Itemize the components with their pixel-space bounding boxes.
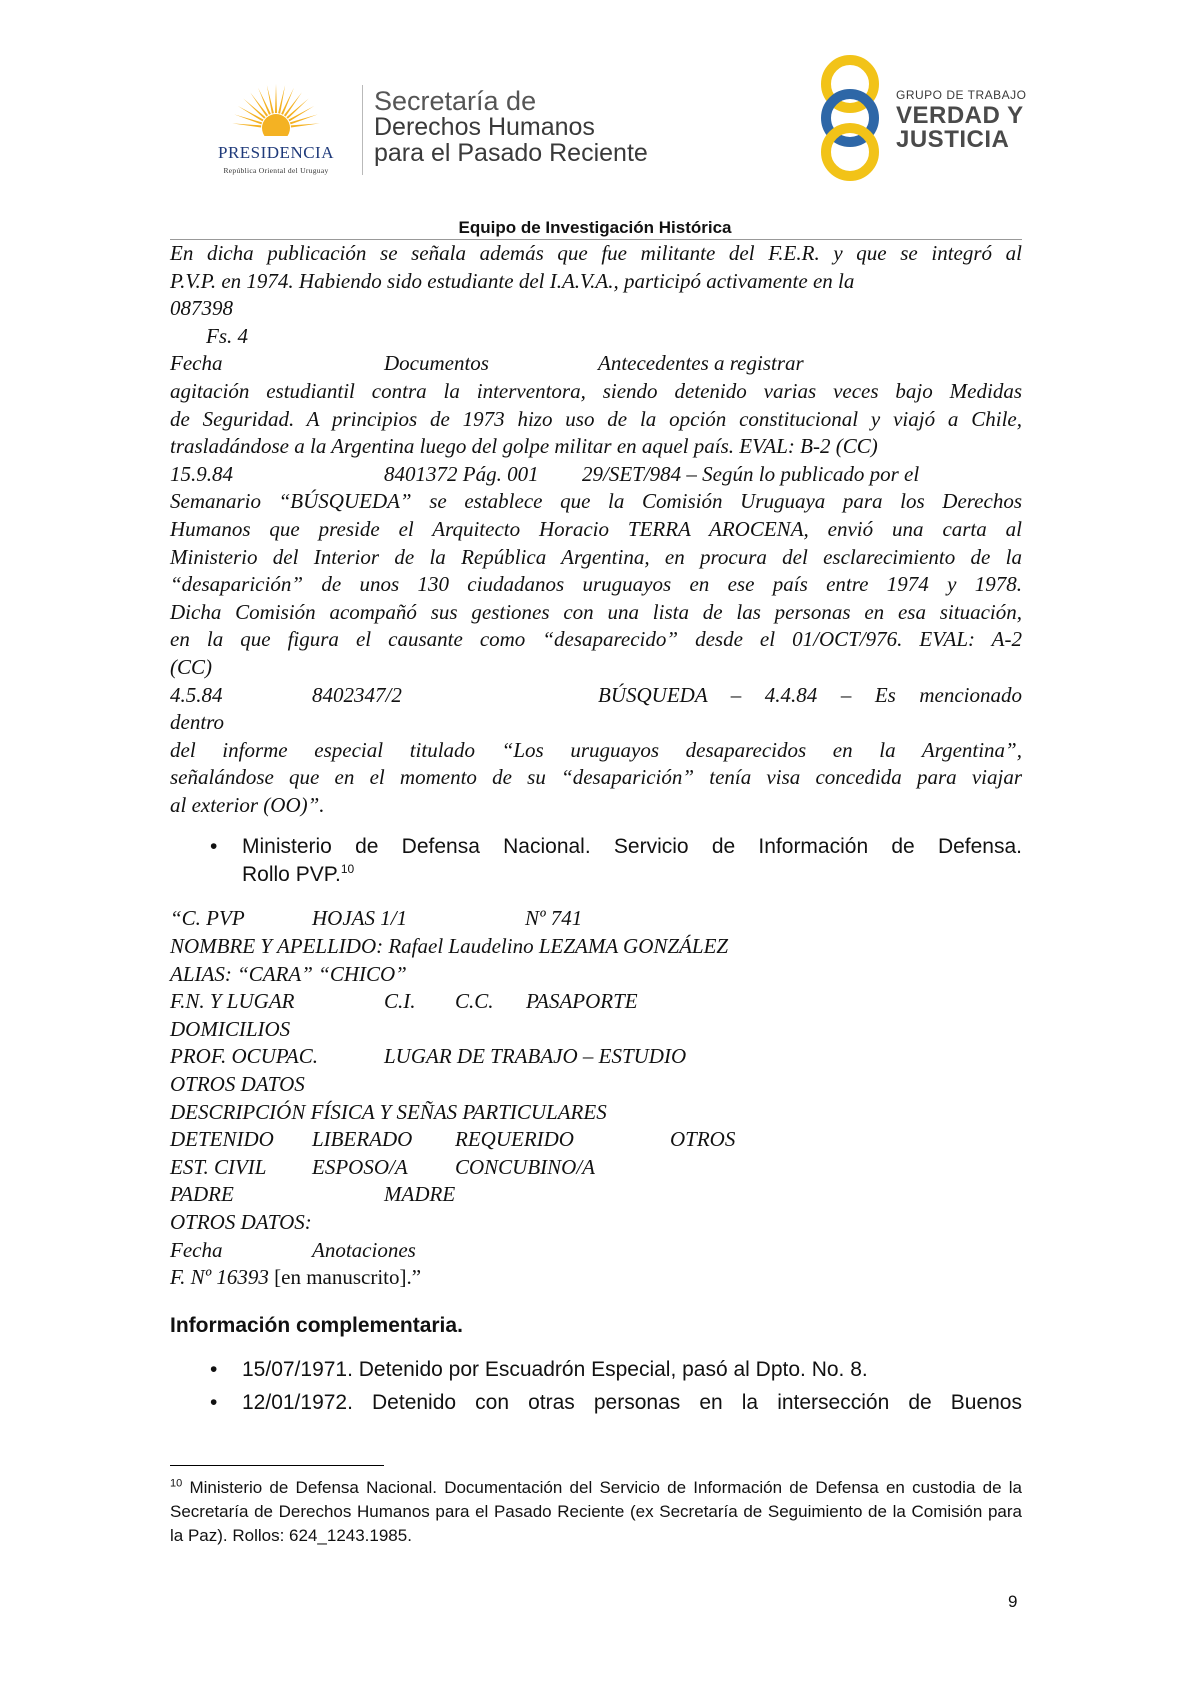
ficha-otros-datos-2: OTROS DATOS: xyxy=(170,1210,312,1234)
sun-ray xyxy=(258,88,271,115)
verdad-label: VERDAD Y xyxy=(896,102,1024,129)
ficha-cell: “C. PVP xyxy=(170,906,245,931)
bullet-icon: • xyxy=(210,835,218,859)
ficha-row xyxy=(170,1126,1022,1154)
complementary-item-text: 15/07/1971. Detenido por Escuadrón Especial, pasó al Dpto. No. 8. xyxy=(242,1357,868,1381)
ficha-cell: Fecha xyxy=(170,1237,223,1262)
record-ant: 29/SET/984 – Según lo publicado por el xyxy=(582,461,920,486)
secretaria-logotype xyxy=(374,88,648,166)
sun-ray xyxy=(275,84,277,113)
presidencia-name: PRESIDENCIA xyxy=(217,143,334,162)
sun-ray xyxy=(234,114,262,124)
text-line: En dicha publicación se señala además que fue militante del F.E.R. y que se integró al xyxy=(170,241,1022,265)
ficha-nombre: NOMBRE Y APELLIDO: Rafael Laudelino LEZAMA GONZÁLEZ xyxy=(170,934,729,959)
text-line: Humanos que preside el Arquitecto Horacio TERRA AROCENA, envió una carta al xyxy=(170,516,1022,541)
ficha-cell: REQUERIDO xyxy=(455,1127,574,1152)
ficha-cell: EST. CIVIL xyxy=(170,1154,267,1179)
secretaria-line-3: para el Pasado Reciente xyxy=(374,139,648,167)
source-line-2: Rollo PVP. xyxy=(242,863,341,887)
grupo-trabajo-label: GRUPO DE TRABAJO xyxy=(896,88,1027,102)
ficha-cell: LIBERADO xyxy=(312,1127,413,1152)
presidencia-subtitle: República Oriental del Uruguay xyxy=(223,166,329,175)
source-line-1: Ministerio de Defensa Nacional. Servicio de Información de Defensa. xyxy=(242,835,1022,859)
footnote-text: Ministerio de Defensa Nacional. Documentación del Servicio de Información de Defensa en custodia de la Secretaría de Derechos Humanos para el Pasado Reciente (ex Secretaría de Seguimiento de la Comisión para la Paz). Rollos: 624_1243.1985. xyxy=(170,1478,1022,1545)
text-line: trasladándose a la Argentina luego del golpe militar en aquel país. EVAL: B-2 (CC) xyxy=(170,434,878,459)
text-line: señalándose que en el momento de su “desaparición” tenía visa concedida para viajar xyxy=(170,765,1022,790)
text-line: Dicha Comisión acompañó sus gestiones con una lista de las personas en esa situación, xyxy=(170,599,1022,624)
ficha-alias: ALIAS: “CARA” “CHICO” xyxy=(170,961,407,986)
ficha-domicilios: DOMICILIOS xyxy=(170,1016,291,1041)
record-doc: 8401372 Pág. 001 xyxy=(384,461,539,486)
secretaria-line-2: Derechos Humanos xyxy=(374,113,595,141)
ficha-cell: PADRE xyxy=(170,1182,234,1207)
ficha-cell: OTROS xyxy=(670,1127,736,1152)
ficha-cell: Anotaciones xyxy=(312,1237,416,1262)
complementary-item xyxy=(170,1389,1022,1417)
ficha-cell: C.I. xyxy=(384,989,416,1014)
footnote-number: 10 xyxy=(170,1477,183,1490)
footnote-rule xyxy=(170,1465,384,1466)
justicia-label: JUSTICIA xyxy=(896,126,1010,153)
source-bullet xyxy=(170,833,1022,889)
text-line: Semanario “BÚSQUEDA” se establece que la Comisión Uruguaya para los Derechos xyxy=(170,489,1022,514)
ficha-row xyxy=(170,988,1022,1016)
text-line: (CC) xyxy=(170,654,212,679)
ficha-descripcion: DESCRIPCIÓN FÍSICA Y SEÑAS PARTICULARES xyxy=(170,1099,607,1124)
ficha-cell: F.N. Y LUGAR xyxy=(170,989,295,1014)
text-line: “desaparición” de unos 130 ciudadanos uruguayos en ese país entre 1974 y 1978. xyxy=(170,572,1022,597)
ficha-cell: C.C. xyxy=(455,989,494,1014)
sun-ray xyxy=(291,123,320,127)
text-line: Fs. 4 xyxy=(206,323,248,348)
ficha-number: F. Nº 16393 xyxy=(170,1265,269,1290)
ficha-row xyxy=(170,905,1022,933)
complementary-heading: Información complementaria. xyxy=(170,1313,463,1337)
complementary-item-text: 12/01/1972. Detenido con otras personas en la intersección de Buenos xyxy=(242,1390,1022,1414)
text-line: al exterior (OO)”. xyxy=(170,792,325,817)
ficha-row xyxy=(170,1181,1022,1209)
text-line: Ministerio del Interior de la República Argentina, en procura del esclarecimiento de la xyxy=(170,544,1022,569)
page-number: 9 xyxy=(1008,1592,1018,1611)
record-doc: 8402347/2 xyxy=(312,682,402,707)
text-line: 087398 xyxy=(170,296,233,321)
col-antecedentes: Antecedentes a registrar xyxy=(598,351,804,376)
ficha-cell: CONCUBINO/A xyxy=(455,1154,596,1179)
ficha-cell: HOJAS 1/1 xyxy=(312,906,408,931)
col-fecha: Fecha xyxy=(170,351,223,376)
footnote-ref[interactable]: 10 xyxy=(340,862,355,877)
text-line: P.V.P. en 1974. Habiendo sido estudiante del I.A.V.A., participó activamente en la xyxy=(170,268,855,293)
document-body xyxy=(170,240,1022,1417)
text-line: en la que figura el causante como “desaparecido” desde el 01/OCT/976. EVAL: A-2 xyxy=(170,627,1022,652)
complementary-item xyxy=(170,1356,1022,1384)
secretaria-line-1: Secretaría de xyxy=(374,86,537,116)
ficha-cell: Nº 741 xyxy=(525,906,583,931)
bullet-icon: • xyxy=(210,1390,218,1414)
presidencia-logo xyxy=(196,76,356,176)
col-documentos: Documentos xyxy=(384,351,489,376)
record-fecha: 15.9.84 xyxy=(170,461,233,486)
grupo-trabajo-logo xyxy=(812,54,1072,184)
ficha-cell: DETENIDO xyxy=(170,1127,274,1152)
text-line: de Seguridad. A principios de 1973 hizo uso de la opción constitucional y viajó a Chile, xyxy=(170,406,1022,431)
record-row xyxy=(170,682,1022,710)
ficha-otros-datos: OTROS DATOS xyxy=(170,1072,305,1097)
ficha-block xyxy=(170,905,1022,1291)
ficha-manuscrito-note: [en manuscrito].” xyxy=(268,1265,422,1290)
ficha-row xyxy=(170,1154,1022,1182)
section-title: Equipo de Investigación Histórica xyxy=(458,218,732,237)
sun-ray xyxy=(232,123,261,127)
sun-emblem-icon xyxy=(230,76,322,146)
footnote xyxy=(170,1476,1022,1548)
ficha-cell: ESPOSO/A xyxy=(312,1154,408,1179)
page-header xyxy=(0,0,1190,230)
record-ant: BÚSQUEDA – 4.4.84 – Es mencionado xyxy=(598,682,1022,707)
rings-emblem-icon xyxy=(812,54,892,184)
text-line: dentro xyxy=(170,710,225,735)
record-row xyxy=(170,461,1022,489)
ficha-cell: MADRE xyxy=(384,1182,456,1207)
text-line: agitación estudiantil contra la interventora, siendo detenido varias veces bajo Medidas xyxy=(170,378,1022,403)
header-divider xyxy=(362,85,363,175)
column-header-row xyxy=(170,350,1022,378)
sun-ray xyxy=(281,88,294,115)
bullet-icon: • xyxy=(210,1357,218,1381)
ficha-cell: PASAPORTE xyxy=(526,989,638,1014)
sun-ray xyxy=(290,114,318,124)
record-fecha: 4.5.84 xyxy=(170,682,223,707)
ficha-cell: LUGAR DE TRABAJO – ESTUDIO xyxy=(384,1044,687,1069)
text-line: del informe especial titulado “Los uruguayos desaparecidos en la Argentina”, xyxy=(170,737,1022,762)
ficha-last-line xyxy=(170,1264,1022,1292)
ficha-row xyxy=(170,1043,1022,1071)
ficha-row xyxy=(170,1237,1022,1265)
ficha-cell: PROF. OCUPAC. xyxy=(170,1044,318,1069)
